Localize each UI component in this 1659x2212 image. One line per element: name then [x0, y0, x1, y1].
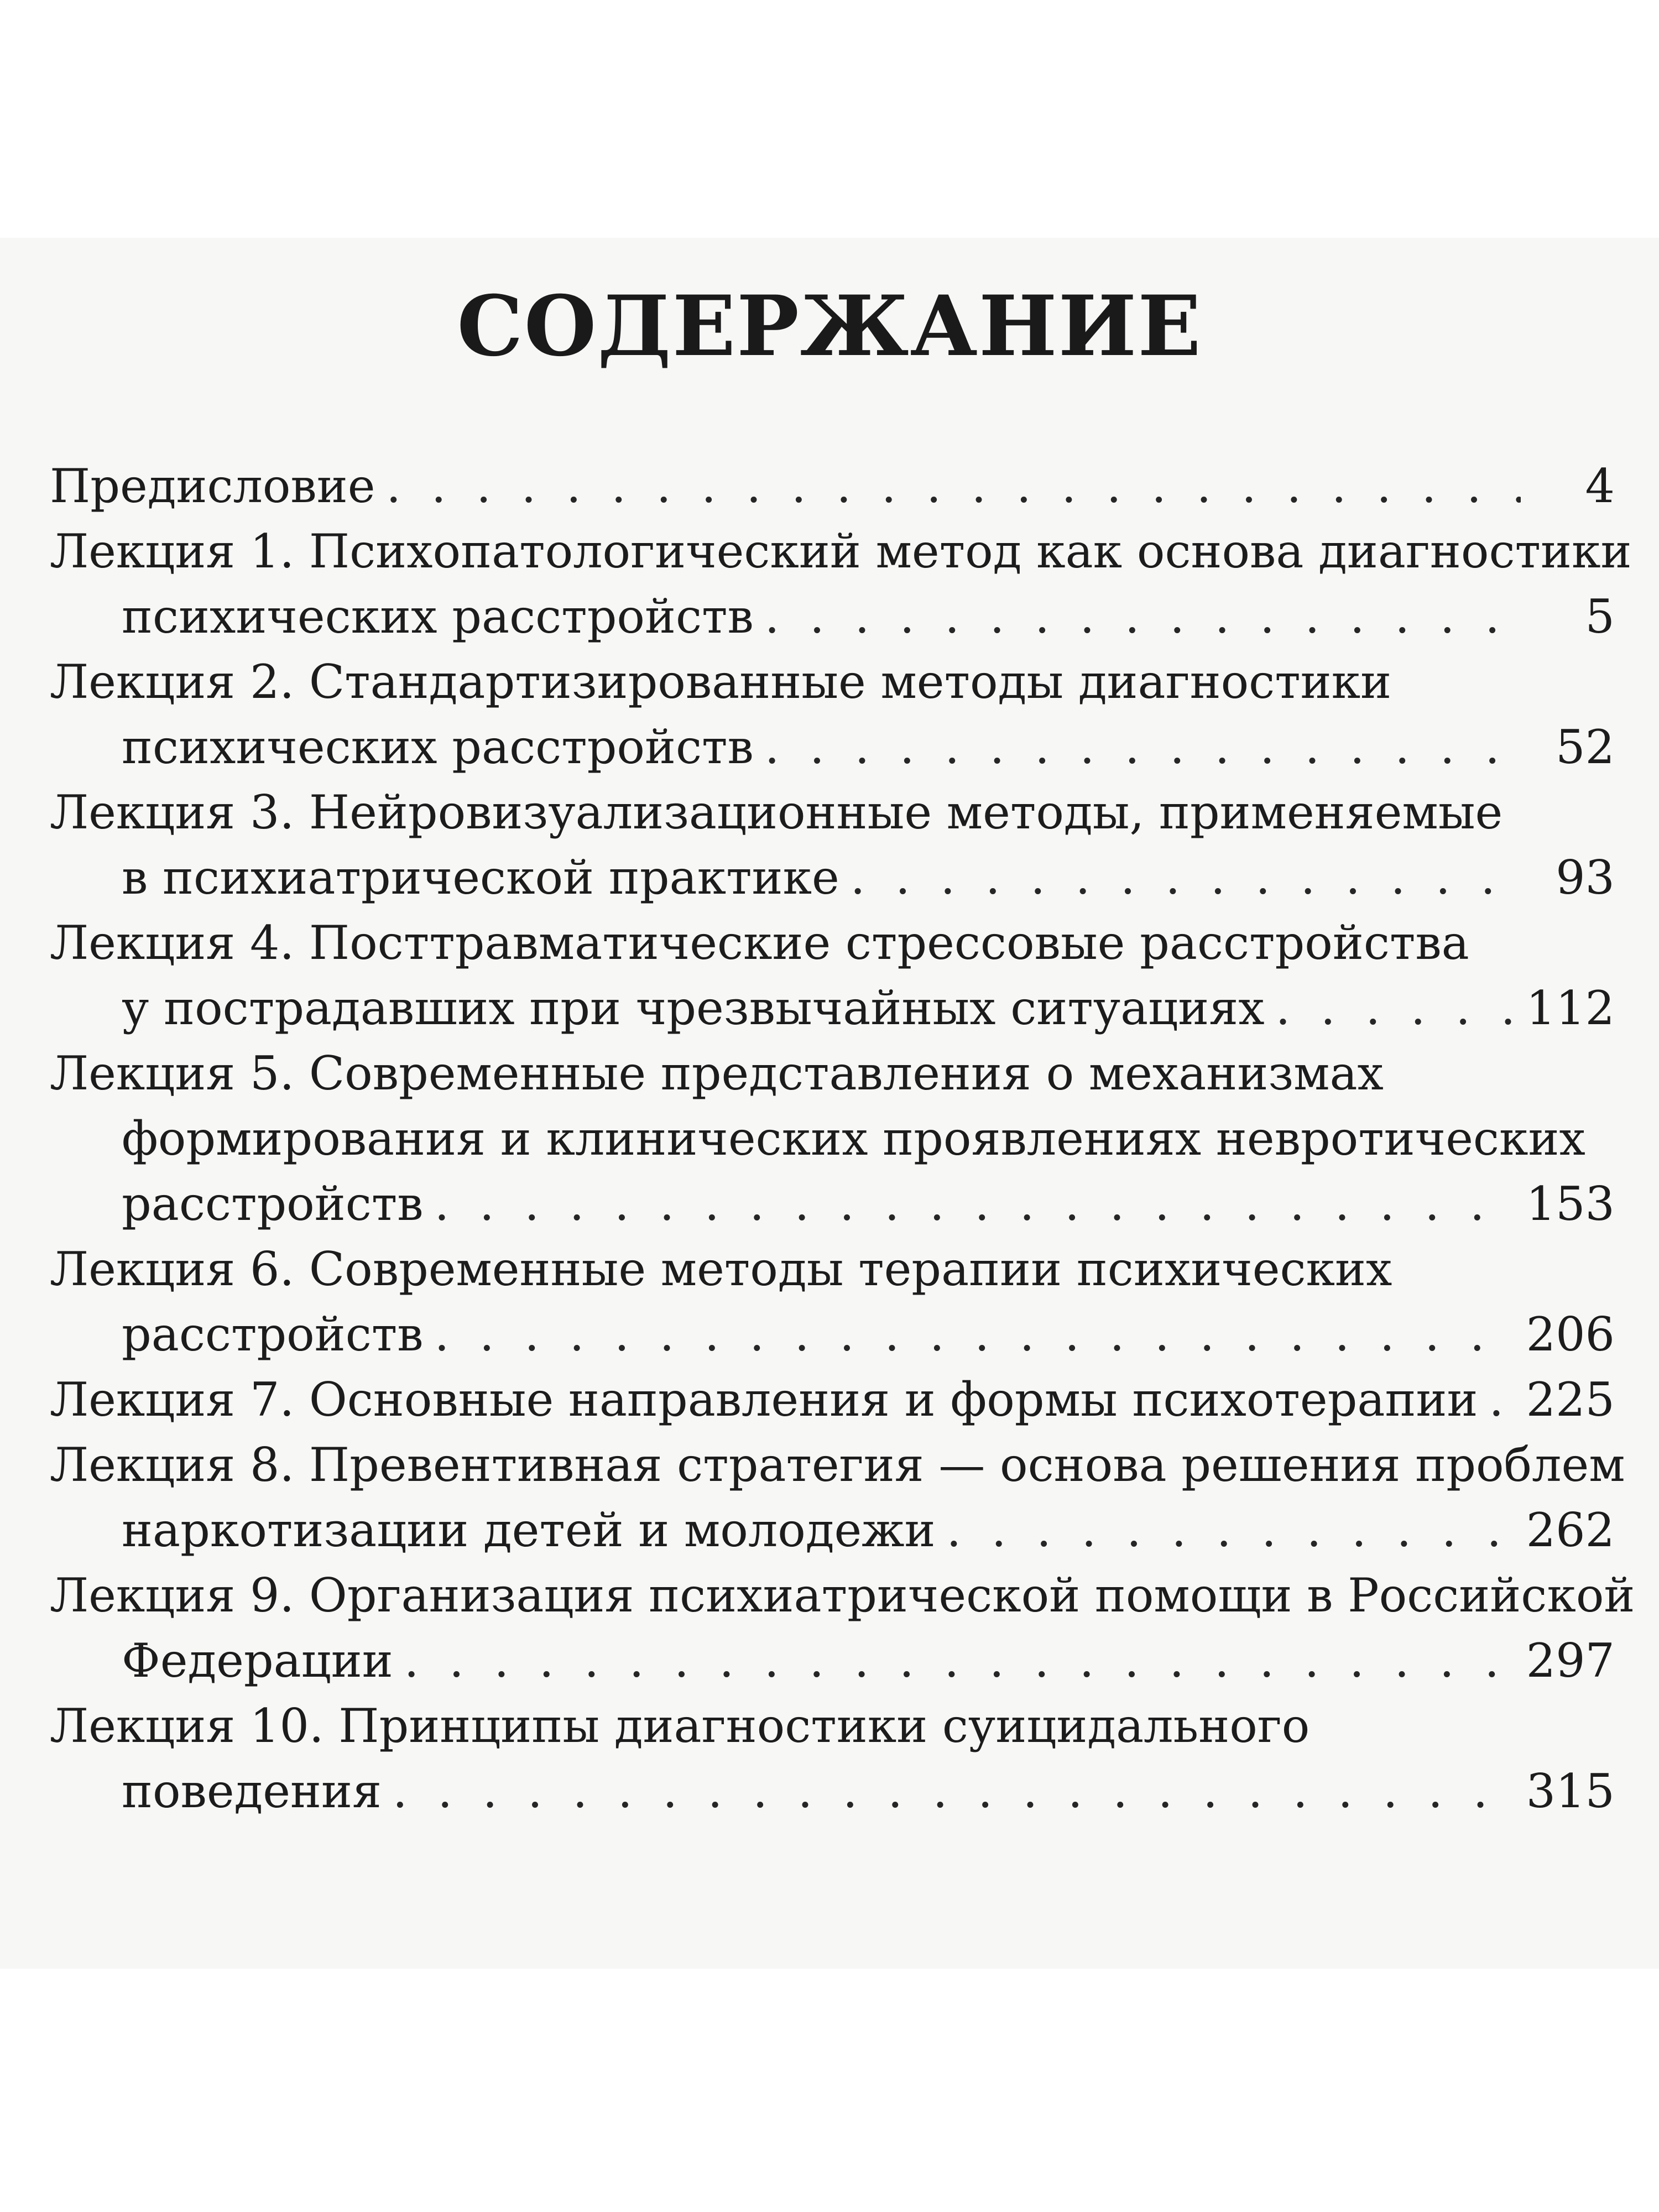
- toc-page-number: 153: [1526, 1177, 1615, 1231]
- toc-leader-dots: [765, 714, 1521, 780]
- toc-entry-continuation: [50, 584, 1615, 649]
- toc-page-number: 206: [1526, 1307, 1615, 1361]
- toc-entry-title: Лекция 5. Современные представления о механизмах: [50, 1046, 1384, 1100]
- toc-page-number: 112: [1526, 981, 1615, 1035]
- toc-entry: [50, 1693, 1615, 1759]
- toc-page-number: 225: [1526, 1373, 1615, 1427]
- toc-entry-title: Лекция 10. Принципы диагностики суицидального: [50, 1699, 1310, 1753]
- toc-entry-title: наркотизации детей и молодежи: [122, 1503, 936, 1557]
- toc-leader-dots: [435, 1171, 1515, 1237]
- toc-entry-continuation: [50, 1302, 1615, 1367]
- toc-leader-dots: [1276, 975, 1515, 1041]
- toc-entry-continuation: [50, 714, 1615, 780]
- toc-entry: [50, 910, 1615, 975]
- toc-page-number: 262: [1526, 1503, 1615, 1557]
- toc-entry-title: расстройств: [122, 1177, 424, 1231]
- toc-entry-title: Лекция 9. Организация психиатрической помощи в Российской: [50, 1568, 1635, 1623]
- toc-page-number: 5: [1585, 589, 1615, 644]
- toc-entry: [50, 1041, 1615, 1106]
- toc-leader-dots: [404, 1628, 1515, 1693]
- page-title: СОДЕРЖАНИЕ: [457, 278, 1202, 375]
- toc-entry: [50, 649, 1615, 714]
- toc-page-number: 4: [1585, 459, 1615, 513]
- toc-entry-title: Федерации: [122, 1634, 393, 1688]
- toc-entry-title: психических расстройств: [122, 589, 754, 644]
- toc-entry-title: Лекция 2. Стандартизированные методы диагностики: [50, 655, 1392, 709]
- toc-page-number: 93: [1556, 851, 1615, 905]
- toc-page-number: 315: [1526, 1764, 1615, 1818]
- toc-entry-title: Лекция 1. Психопатологический метод как основа диагностики: [50, 524, 1632, 578]
- toc-entry-title: Лекция 6. Современные методы терапии психических: [50, 1242, 1392, 1296]
- toc-leader-dots: [435, 1302, 1515, 1367]
- toc-leader-dots: [765, 584, 1521, 649]
- toc-entry-title: в психиатрической практике: [122, 851, 839, 905]
- toc-entry-title: у пострадавших при чрезвычайных ситуациях: [122, 981, 1265, 1035]
- toc-leader-dots: [386, 453, 1521, 519]
- toc-entry-title: расстройств: [122, 1307, 424, 1361]
- toc-entry-continuation: [50, 1498, 1615, 1563]
- toc-entry-continuation: [50, 975, 1615, 1041]
- toc-entry-title: Лекция 4. Посттравматические стрессовые расстройства: [50, 916, 1469, 970]
- toc-entry-title: Лекция 7. Основные направления и формы психотерапии: [50, 1373, 1478, 1427]
- toc-entry: [50, 453, 1615, 519]
- table-of-contents: [50, 453, 1635, 1824]
- toc-leader-dots: [1489, 1367, 1515, 1432]
- toc-page-number: 52: [1556, 720, 1615, 774]
- toc-entry-continuation: [50, 1106, 1615, 1171]
- toc-entry-continuation: [50, 1628, 1615, 1693]
- toc-entry: [50, 780, 1615, 845]
- toc-entry: [50, 519, 1632, 584]
- toc-leader-dots: [393, 1759, 1515, 1824]
- toc-entry-title: поведения: [122, 1764, 382, 1818]
- toc-entry-title: формирования и клинических проявлениях невротических: [122, 1112, 1585, 1166]
- toc-entry-title: Лекция 3. Нейровизуализационные методы, применяемые: [50, 785, 1503, 839]
- toc-entry-title: Лекция 8. Превентивная стратегия — основа решения проблем: [50, 1438, 1625, 1492]
- toc-entry: [50, 1432, 1625, 1498]
- toc-page-number: 297: [1526, 1634, 1615, 1688]
- toc-entry-title: психических расстройств: [122, 720, 754, 774]
- toc-entry-continuation: [50, 1759, 1615, 1824]
- toc-leader-dots: [946, 1498, 1515, 1563]
- toc-entry: [50, 1563, 1635, 1628]
- toc-leader-dots: [851, 845, 1521, 910]
- toc-entry-title: Предисловие: [50, 459, 375, 513]
- toc-entry-continuation: [50, 845, 1615, 910]
- toc-entry-continuation: [50, 1171, 1615, 1237]
- toc-entry: [50, 1237, 1615, 1302]
- toc-entry: [50, 1367, 1615, 1432]
